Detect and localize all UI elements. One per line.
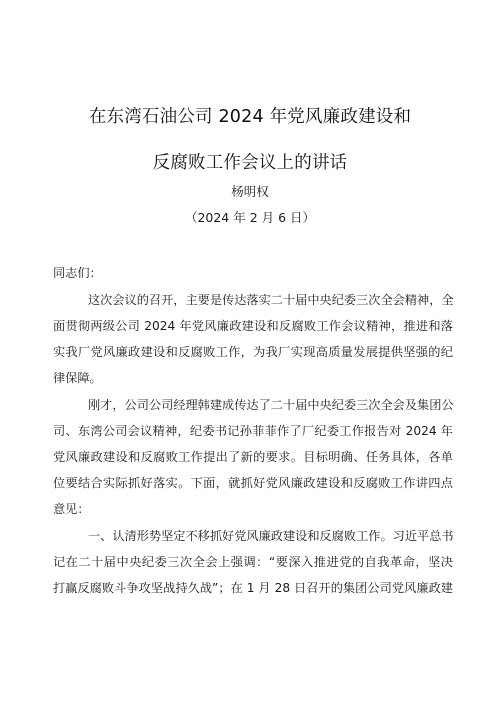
paragraph-2-line-1: 刚才，公司公司经理韩建成传达了二十届中央纪委三次全会及集团公 bbox=[88, 398, 454, 412]
speaker-name: 杨明权 bbox=[231, 184, 269, 199]
paragraph-1-line-3: 实我厂党风廉政建设和反腐败工作，为我厂实现高质量发展提供坚强的纪 bbox=[53, 345, 453, 359]
paragraph-2-line-5: 意见： bbox=[53, 502, 90, 516]
paragraph-3-line-1: 一、认清形势坚定不移抓好党风廉政建设和反腐败工作。习近平总书 bbox=[88, 529, 454, 543]
speech-date: （2024 年 2 月 6 日） bbox=[184, 210, 316, 225]
speech-title-line-2: 反腐败工作会议上的讲话 bbox=[152, 153, 348, 173]
paragraph-3-line-2: 记在二十届中央纪委三次全会上强调：“要深入推进党的自我革命，坚决 bbox=[53, 555, 453, 569]
paragraph-3-line-3: 打赢反腐败斗争攻坚战持久战”；在 1 月 28 日召开的集团公司党风廉政建 bbox=[53, 581, 453, 595]
speech-title-line-1: 在东湾石油公司 2024 年党风廉政建设和 bbox=[88, 107, 412, 127]
paragraph-2-line-3: 党风廉政建设和反腐败工作提出了新的要求。目标明确、任务具体，各单 bbox=[53, 450, 453, 464]
paragraph-1-line-1: 这次会议的召开，主要是传达落实二十届中央纪委三次全会精神，全 bbox=[88, 293, 454, 307]
paragraph-2-line-4: 位要结合实际抓好落实。下面，就抓好党风廉政建设和反腐败工作讲四点 bbox=[53, 476, 453, 490]
paragraph-1-line-2: 面贯彻两级公司 2024 年党风廉政建设和反腐败工作会议精神，推进和落 bbox=[53, 319, 453, 333]
paragraph-1-line-4: 律保障。 bbox=[53, 371, 102, 385]
salutation: 同志们： bbox=[53, 266, 102, 280]
paragraph-2-line-2: 司、东湾公司会议精神，纪委书记孙菲菲作了厂纪委工作报告对 2024 年 bbox=[53, 424, 453, 438]
